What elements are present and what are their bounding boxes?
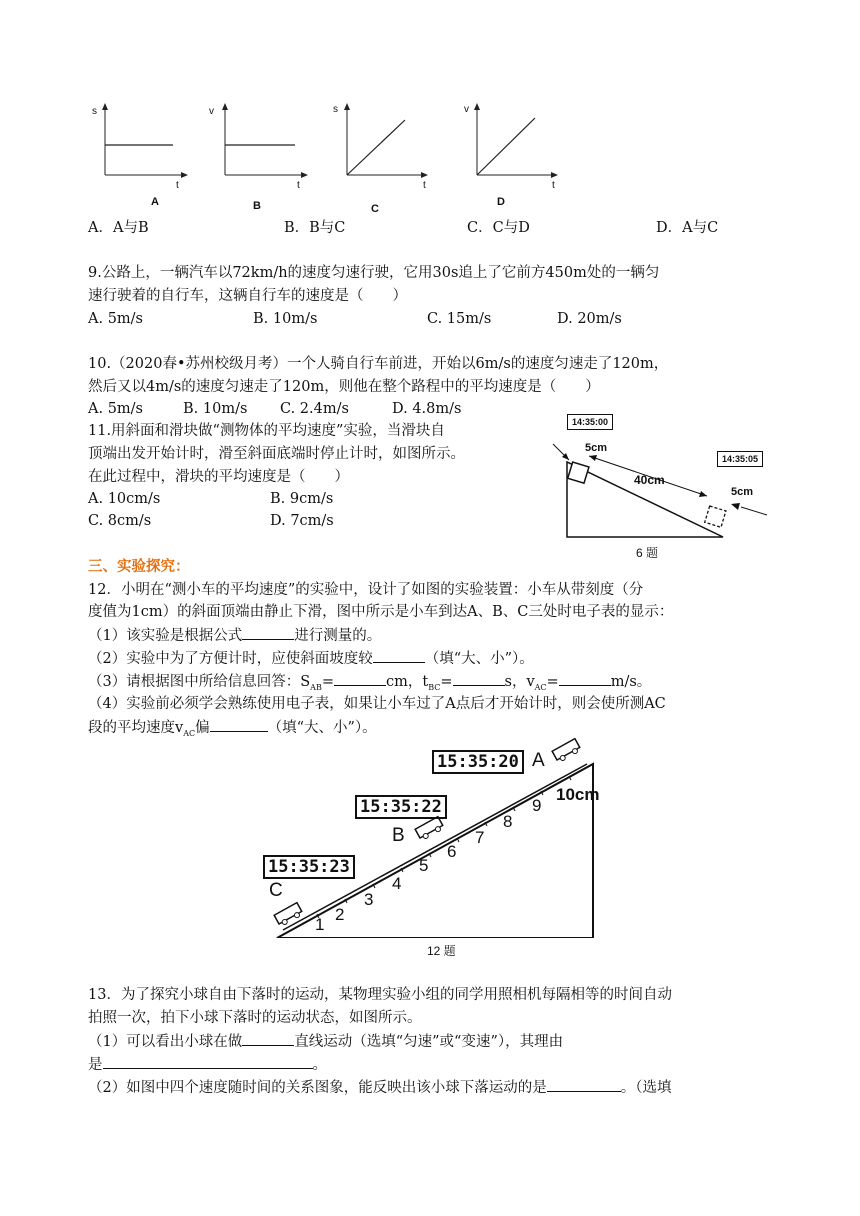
timer-a: 15:35:20 <box>432 750 524 774</box>
incline-distance: 40cm <box>634 473 665 487</box>
ruler-tick-8: 8 <box>503 812 513 831</box>
q12-formula-blank[interactable] <box>242 624 294 640</box>
car-c <box>274 903 303 927</box>
q9-option-a: A. 5m/s <box>88 311 143 327</box>
q11-option-a: A. 10cm/s <box>88 491 161 507</box>
q12-line2: 度值为1cm）的斜面顶端由静止下滑，图中所示是小车到达A、B、C三处时电子表的显示： <box>88 604 674 620</box>
ruler-tick-6: 6 <box>447 842 457 861</box>
point-b-label: B <box>392 825 405 846</box>
q13-part1: （1）可以看出小球在做 直线运动（选填“匀速”或“变速”），其理由 <box>88 1030 563 1053</box>
graph-a-label: A <box>151 196 159 208</box>
q12-vac-bias-blank[interactable] <box>210 716 268 732</box>
q9-option-d: D. 20m/s <box>557 311 622 327</box>
q9-option-c: C. 15m/s <box>427 311 492 327</box>
q12-part4-line1: （4）实验前必须学会熟练使用电子表，如果让小车过了A点后才开始计时，则会使所测AC <box>88 696 666 712</box>
q12-slope-blank[interactable] <box>373 647 425 663</box>
figure-12-caption: 12 题 <box>427 944 456 958</box>
figure-6-caption: 6 题 <box>636 546 659 560</box>
block-length-top: 5cm <box>585 442 608 454</box>
timer-start: 14:35:00 <box>567 414 613 430</box>
ruler-tick-9: 9 <box>532 796 542 815</box>
graph-b-x-label: t <box>297 180 300 191</box>
q12-part3: （3）请根据图中所给信息回答：$S_{AB}=$ cm，$t_{BC}= s$，$v_{AC}= m/s$。 <box>88 670 651 699</box>
q12-part4-line2: 段的平均速度$v_{AC}$偏 （填“大、小”）。 <box>88 716 377 745</box>
ruler-tick-2: 2 <box>335 905 345 924</box>
point-c-label: C <box>269 880 283 901</box>
ruler-tick-5: 5 <box>419 856 429 875</box>
q11-line3: 在此过程中，滑块的平均速度是（ ） <box>88 469 349 485</box>
q8-option-d: D．A与C <box>656 220 719 236</box>
q13-line1: 13．为了探究小球自由下落时的运动，某物理实验小组的同学用照相机每隔相等的时间自动 <box>88 987 672 1003</box>
graph-a-x-label: t <box>176 180 179 191</box>
section-3-heading: 三、实验探究： <box>88 558 190 575</box>
ruler-tick-1: 1 <box>315 915 325 934</box>
q9-line1: 9.公路上，一辆汽车以72km/h的速度匀速行驶，它用30s追上了它前方450m处的一辆匀 <box>88 265 660 281</box>
q13-graph-blank[interactable] <box>547 1076 621 1092</box>
q11-option-b: B. 9cm/s <box>270 491 334 507</box>
q8-option-c: C．C与D <box>467 220 530 236</box>
block-length-bottom: 5cm <box>731 486 754 498</box>
graph-a <box>102 103 188 178</box>
q10-option-d: D. 4.8m/s <box>392 401 462 417</box>
timer-end: 14:35:05 <box>717 451 763 467</box>
car-a <box>552 739 581 763</box>
q10-line1: 10.（2020春•苏州校级月考）一个人骑自行车前进，开始以6m/s的速度匀速走了120m， <box>88 356 669 372</box>
graph-d-x-label: t <box>552 180 555 191</box>
q8-option-b: B．B与C <box>284 220 346 236</box>
graph-c-label: C <box>371 203 379 215</box>
q10-option-b: B. 10m/s <box>183 401 248 417</box>
graph-b-y-label: v <box>209 106 214 117</box>
timer-c: 15:35:23 <box>263 855 355 879</box>
q12-part2: （2）实验中为了方便计时，应使斜面坡度较 （填“大、小”）。 <box>88 647 534 670</box>
q13-reason-blank[interactable] <box>103 1053 313 1069</box>
q11-line2: 顶端出发开始计时，滑至斜面底端时停止计时，如图所示。 <box>88 446 465 462</box>
point-a-label: A <box>532 750 545 771</box>
q10-line2: 然后又以4m/s的速度匀速走了120m，则他在整个路程中的平均速度是（ ） <box>88 379 600 395</box>
q8-option-a: A．A与B <box>88 220 149 236</box>
ruler-unit: 10cm <box>556 785 600 804</box>
q13-motion-blank[interactable] <box>242 1030 294 1046</box>
ruler-tick-4: 4 <box>392 874 402 893</box>
q12-part1: （1）该实验是根据公式 进行测量的。 <box>88 624 381 647</box>
q10-option-c: C. 2.4m/s <box>280 401 349 417</box>
q11-option-d: D. 7cm/s <box>270 513 334 529</box>
q11-line1: 11.用斜面和滑块做“测物体的平均速度”实验，当滑块自 <box>88 423 445 439</box>
graph-c-y-label: s <box>333 104 338 115</box>
q12-tbc-blank[interactable] <box>453 670 505 686</box>
graph-c-x-label: t <box>423 180 426 191</box>
q13-part2: （2）如图中四个速度随时间的关系图象，能反映出该小球下落运动的是 。（选填 <box>88 1076 671 1099</box>
q13-line2: 拍照一次，拍下小球下落时的运动状态，如图所示。 <box>88 1010 422 1026</box>
graph-d-y-label: v <box>464 104 469 115</box>
q11-option-c: C. 8cm/s <box>88 513 152 529</box>
q13-part1-line2: 是 。 <box>88 1053 327 1076</box>
q12-line1: 12．小明在“测小车的平均速度”的实验中，设计了如图的实验装置：小车从带刻度（分 <box>88 582 644 598</box>
q10-option-a: A. 5m/s <box>88 401 143 417</box>
graph-d-label: D <box>497 196 505 208</box>
graph-a-y-label: s <box>92 106 97 117</box>
q12-sab-blank[interactable] <box>334 670 386 686</box>
timer-b: 15:35:22 <box>355 795 447 819</box>
q12-vac-blank[interactable] <box>559 670 611 686</box>
car-b <box>415 817 444 841</box>
graph-b-label: B <box>253 200 261 212</box>
ruler-tick-7: 7 <box>475 828 485 847</box>
ruler-tick-3: 3 <box>364 890 374 909</box>
graph-c <box>344 103 428 178</box>
q9-option-b: B. 10m/s <box>253 311 318 327</box>
graph-d <box>474 103 558 178</box>
q9-line2: 速行驶着的自行车，这辆自行车的速度是（ ） <box>88 288 407 304</box>
graph-b <box>222 103 308 178</box>
